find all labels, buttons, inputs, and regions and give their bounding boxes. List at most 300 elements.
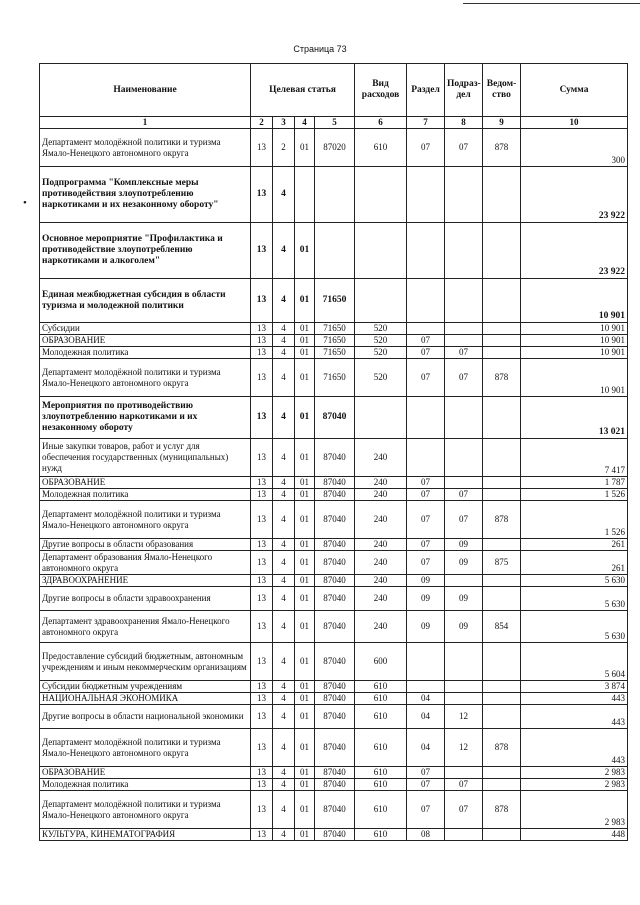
row-name: Единая межбюджетная субсидия в области туризма и молодежной политики	[40, 279, 251, 323]
row-code-3: 4	[273, 779, 295, 791]
table-row	[40, 587, 628, 611]
col-num: 5	[315, 117, 355, 129]
row-code-2: 13	[251, 477, 273, 489]
row-subsection: 09	[445, 551, 483, 575]
row-amount: 10 901	[521, 359, 628, 397]
table-row	[40, 693, 628, 705]
row-amount: 3 874	[521, 681, 628, 693]
table-row	[40, 729, 628, 767]
row-code-4: 01	[295, 539, 315, 551]
row-name: НАЦИОНАЛЬНАЯ ЭКОНОМИКА	[40, 693, 251, 705]
row-department: 878	[483, 359, 521, 397]
row-department: 878	[483, 791, 521, 829]
row-expense-type	[355, 397, 407, 439]
row-department	[483, 779, 521, 791]
row-department	[483, 477, 521, 489]
col-num: 8	[445, 117, 483, 129]
row-section: 07	[407, 501, 445, 539]
row-department	[483, 693, 521, 705]
row-subsection	[445, 767, 483, 779]
row-code-2: 13	[251, 129, 273, 167]
row-code-5: 87040	[315, 539, 355, 551]
row-name: Предоставление субсидий бюджетным, автономным учреждениям и иным некоммерческим организациям	[40, 643, 251, 681]
row-name: Департамент молодёжной политики и туризма Ямало-Ненецкого автономного округа	[40, 791, 251, 829]
row-name: Субсидии	[40, 323, 251, 335]
row-department	[483, 167, 521, 223]
row-code-2: 13	[251, 551, 273, 575]
row-code-5: 71650	[315, 359, 355, 397]
row-subsection	[445, 335, 483, 347]
row-code-4: 01	[295, 223, 315, 279]
row-code-2: 13	[251, 705, 273, 729]
row-expense-type: 610	[355, 791, 407, 829]
row-name: Основное мероприятие "Профилактика и противодействие злоупотреблению наркотиками и алкоголем"	[40, 223, 251, 279]
row-amount: 5 604	[521, 643, 628, 681]
row-code-5: 87040	[315, 791, 355, 829]
row-code-4: 01	[295, 347, 315, 359]
row-code-3: 4	[273, 791, 295, 829]
row-code-3: 4	[273, 477, 295, 489]
row-subsection: 07	[445, 359, 483, 397]
row-code-3: 2	[273, 129, 295, 167]
table-row	[40, 397, 628, 439]
row-subsection: 07	[445, 347, 483, 359]
row-subsection	[445, 439, 483, 477]
row-expense-type: 520	[355, 323, 407, 335]
table-row	[40, 551, 628, 575]
row-code-2: 13	[251, 397, 273, 439]
row-code-5: 87040	[315, 575, 355, 587]
table-row	[40, 439, 628, 477]
row-code-2: 13	[251, 779, 273, 791]
row-expense-type: 610	[355, 693, 407, 705]
row-expense-type: 610	[355, 705, 407, 729]
row-department	[483, 439, 521, 477]
row-department: 878	[483, 729, 521, 767]
row-code-4: 01	[295, 323, 315, 335]
row-subsection: 09	[445, 539, 483, 551]
row-code-3: 4	[273, 587, 295, 611]
row-code-3: 4	[273, 767, 295, 779]
row-name: Мероприятия по противодействию злоупотреблению наркотиками и их незаконному обороту	[40, 397, 251, 439]
row-code-5: 87040	[315, 587, 355, 611]
col-num: 2	[251, 117, 273, 129]
row-code-5: 87040	[315, 397, 355, 439]
row-code-3: 4	[273, 489, 295, 501]
row-expense-type: 240	[355, 489, 407, 501]
header-section: Раздел	[407, 64, 445, 117]
table-row	[40, 477, 628, 489]
row-section: 08	[407, 829, 445, 841]
row-code-3: 4	[273, 223, 295, 279]
row-expense-type: 610	[355, 729, 407, 767]
row-code-5: 71650	[315, 335, 355, 347]
row-expense-type: 610	[355, 829, 407, 841]
row-subsection	[445, 223, 483, 279]
row-code-5: 87040	[315, 705, 355, 729]
row-amount: 10 901	[521, 323, 628, 335]
row-code-5: 87040	[315, 829, 355, 841]
row-amount: 13 021	[521, 397, 628, 439]
row-expense-type	[355, 167, 407, 223]
row-code-5: 87040	[315, 611, 355, 643]
row-section: 07	[407, 767, 445, 779]
row-name: Другие вопросы в области здравоохранения	[40, 587, 251, 611]
table-row	[40, 791, 628, 829]
row-subsection	[445, 477, 483, 489]
table-row	[40, 323, 628, 335]
row-amount: 5 630	[521, 587, 628, 611]
row-expense-type	[355, 223, 407, 279]
row-section	[407, 167, 445, 223]
row-code-2: 13	[251, 829, 273, 841]
row-name: Молодежная политика	[40, 779, 251, 791]
row-code-4: 01	[295, 551, 315, 575]
row-expense-type: 240	[355, 539, 407, 551]
row-subsection: 09	[445, 611, 483, 643]
row-subsection: 07	[445, 779, 483, 791]
row-code-4: 01	[295, 643, 315, 681]
col-num: 7	[407, 117, 445, 129]
row-name: Иные закупки товаров, работ и услуг для обеспечения государственных (муниципальных) нужд	[40, 439, 251, 477]
row-code-2: 13	[251, 681, 273, 693]
row-expense-type: 240	[355, 439, 407, 477]
row-code-2: 13	[251, 791, 273, 829]
row-subsection: 12	[445, 705, 483, 729]
row-department: 878	[483, 129, 521, 167]
row-amount: 1 526	[521, 489, 628, 501]
row-name: Департамент молодёжной политики и туризма Ямало-Ненецкого автономного округа	[40, 729, 251, 767]
row-code-2: 13	[251, 223, 273, 279]
row-code-5: 87040	[315, 439, 355, 477]
table-row	[40, 501, 628, 539]
row-department	[483, 223, 521, 279]
row-department	[483, 587, 521, 611]
row-expense-type: 520	[355, 335, 407, 347]
row-code-3: 4	[273, 279, 295, 323]
row-amount: 2 983	[521, 767, 628, 779]
row-section: 07	[407, 335, 445, 347]
row-amount: 23 922	[521, 167, 628, 223]
row-section: 07	[407, 359, 445, 397]
row-code-3: 4	[273, 693, 295, 705]
row-subsection	[445, 829, 483, 841]
row-name: Другие вопросы в области национальной экономики	[40, 705, 251, 729]
row-code-5: 71650	[315, 279, 355, 323]
row-code-3: 4	[273, 359, 295, 397]
row-code-4: 01	[295, 693, 315, 705]
row-name: Департамент здравоохранения Ямало-Ненецкого автономного округа	[40, 611, 251, 643]
row-expense-type: 240	[355, 575, 407, 587]
row-amount: 1 526	[521, 501, 628, 539]
row-code-5: 87040	[315, 501, 355, 539]
table-row	[40, 767, 628, 779]
row-name: Департамент образования Ямало-Ненецкого автономного округа	[40, 551, 251, 575]
row-code-2: 13	[251, 359, 273, 397]
row-section	[407, 397, 445, 439]
row-code-3: 4	[273, 501, 295, 539]
row-code-5: 87040	[315, 477, 355, 489]
row-expense-type: 240	[355, 551, 407, 575]
row-code-4: 01	[295, 779, 315, 791]
row-department	[483, 397, 521, 439]
row-subsection	[445, 167, 483, 223]
row-expense-type: 610	[355, 779, 407, 791]
row-amount: 10 901	[521, 347, 628, 359]
row-code-5: 87040	[315, 693, 355, 705]
row-code-5: 87040	[315, 729, 355, 767]
table-row	[40, 643, 628, 681]
row-code-2: 13	[251, 539, 273, 551]
row-code-4: 01	[295, 829, 315, 841]
table-row	[40, 359, 628, 397]
row-department	[483, 767, 521, 779]
row-code-4: 01	[295, 681, 315, 693]
row-code-4	[295, 167, 315, 223]
row-code-2: 13	[251, 767, 273, 779]
row-department	[483, 643, 521, 681]
row-code-4: 01	[295, 705, 315, 729]
row-section	[407, 439, 445, 477]
row-department	[483, 681, 521, 693]
row-expense-type: 240	[355, 477, 407, 489]
row-amount: 300	[521, 129, 628, 167]
row-name: КУЛЬТУРА, КИНЕМАТОГРАФИЯ	[40, 829, 251, 841]
row-code-4: 01	[295, 397, 315, 439]
row-department	[483, 705, 521, 729]
row-code-5: 87040	[315, 779, 355, 791]
row-code-4: 01	[295, 129, 315, 167]
row-subsection: 12	[445, 729, 483, 767]
row-code-3: 4	[273, 705, 295, 729]
row-code-3: 4	[273, 575, 295, 587]
row-name: Молодежная политика	[40, 489, 251, 501]
row-amount: 448	[521, 829, 628, 841]
row-code-4: 01	[295, 729, 315, 767]
row-code-4: 01	[295, 477, 315, 489]
row-code-2: 13	[251, 347, 273, 359]
row-code-3: 4	[273, 335, 295, 347]
row-amount: 443	[521, 729, 628, 767]
row-expense-type: 600	[355, 643, 407, 681]
row-amount: 443	[521, 705, 628, 729]
row-amount: 10 901	[521, 279, 628, 323]
row-section	[407, 643, 445, 681]
column-number-row	[40, 117, 628, 129]
row-amount: 7 417	[521, 439, 628, 477]
row-code-3: 4	[273, 681, 295, 693]
table-row	[40, 779, 628, 791]
row-department	[483, 829, 521, 841]
row-section: 04	[407, 693, 445, 705]
row-code-5: 71650	[315, 323, 355, 335]
row-department: 878	[483, 501, 521, 539]
header-name: Наименование	[40, 64, 251, 117]
col-num: 4	[295, 117, 315, 129]
row-name: Департамент молодёжной политики и туризма Ямало-Ненецкого автономного округа	[40, 359, 251, 397]
row-code-2: 13	[251, 439, 273, 477]
row-amount: 5 630	[521, 611, 628, 643]
row-department	[483, 279, 521, 323]
table-row	[40, 611, 628, 643]
row-name: Департамент молодёжной политики и туризма Ямало-Ненецкого автономного округа	[40, 129, 251, 167]
row-code-5: 71650	[315, 347, 355, 359]
row-expense-type: 610	[355, 767, 407, 779]
row-department	[483, 489, 521, 501]
row-section: 07	[407, 779, 445, 791]
row-subsection: 09	[445, 587, 483, 611]
row-expense-type: 520	[355, 359, 407, 397]
row-name: ОБРАЗОВАНИЕ	[40, 477, 251, 489]
row-code-5: 87020	[315, 129, 355, 167]
row-code-5: 87040	[315, 551, 355, 575]
table-row	[40, 575, 628, 587]
table-row	[40, 335, 628, 347]
row-section	[407, 681, 445, 693]
row-name: Подпрограмма "Комплексные меры противодействия злоупотреблению наркотиками и их незаконному обороту"	[40, 167, 251, 223]
row-department: 875	[483, 551, 521, 575]
table-body	[40, 129, 628, 841]
row-code-5: 87040	[315, 643, 355, 681]
row-amount: 1 787	[521, 477, 628, 489]
row-code-4: 01	[295, 279, 315, 323]
budget-table	[39, 63, 628, 841]
table-row	[40, 705, 628, 729]
row-amount: 2 983	[521, 779, 628, 791]
row-amount: 23 922	[521, 223, 628, 279]
table-row	[40, 539, 628, 551]
row-code-3: 4	[273, 551, 295, 575]
row-code-5	[315, 223, 355, 279]
table-row	[40, 279, 628, 323]
row-expense-type: 610	[355, 129, 407, 167]
row-name: Другие вопросы в области образования	[40, 539, 251, 551]
row-subsection	[445, 643, 483, 681]
row-subsection	[445, 693, 483, 705]
row-subsection: 07	[445, 129, 483, 167]
row-code-2: 13	[251, 501, 273, 539]
row-code-3: 4	[273, 829, 295, 841]
row-subsection	[445, 279, 483, 323]
row-expense-type: 240	[355, 611, 407, 643]
row-code-5	[315, 167, 355, 223]
row-amount: 443	[521, 693, 628, 705]
row-section	[407, 323, 445, 335]
row-section: 07	[407, 129, 445, 167]
row-amount: 261	[521, 539, 628, 551]
row-code-2: 13	[251, 693, 273, 705]
row-name: Субсидии бюджетным учреждениям	[40, 681, 251, 693]
top-rule	[463, 0, 640, 4]
row-department	[483, 323, 521, 335]
col-num: 9	[483, 117, 521, 129]
row-subsection: 07	[445, 489, 483, 501]
col-num: 6	[355, 117, 407, 129]
row-subsection	[445, 323, 483, 335]
row-code-2: 13	[251, 729, 273, 767]
row-code-3: 4	[273, 611, 295, 643]
row-code-5: 87040	[315, 489, 355, 501]
row-section: 09	[407, 575, 445, 587]
row-section: 04	[407, 729, 445, 767]
row-code-3: 4	[273, 539, 295, 551]
row-code-4: 01	[295, 335, 315, 347]
row-code-4: 01	[295, 359, 315, 397]
row-code-4: 01	[295, 489, 315, 501]
row-section: 07	[407, 489, 445, 501]
side-mark: •	[23, 197, 27, 209]
row-code-3: 4	[273, 729, 295, 767]
row-subsection	[445, 681, 483, 693]
row-code-4: 01	[295, 587, 315, 611]
row-code-2: 13	[251, 335, 273, 347]
row-section	[407, 223, 445, 279]
row-section: 07	[407, 539, 445, 551]
table-row	[40, 829, 628, 841]
row-department	[483, 575, 521, 587]
row-code-5: 87040	[315, 681, 355, 693]
row-code-4: 01	[295, 575, 315, 587]
header-department: Ведом-ство	[483, 64, 521, 117]
col-num: 1	[40, 117, 251, 129]
row-expense-type: 610	[355, 681, 407, 693]
page-label: Страница 73	[293, 44, 347, 54]
row-code-3: 4	[273, 643, 295, 681]
row-section: 09	[407, 611, 445, 643]
row-code-3: 4	[273, 397, 295, 439]
row-subsection: 07	[445, 791, 483, 829]
row-code-4: 01	[295, 501, 315, 539]
row-section: 07	[407, 791, 445, 829]
row-code-3: 4	[273, 323, 295, 335]
row-section: 07	[407, 477, 445, 489]
header-amount: Сумма	[521, 64, 628, 117]
row-code-3: 4	[273, 167, 295, 223]
row-code-2: 13	[251, 167, 273, 223]
row-code-4: 01	[295, 767, 315, 779]
table-row	[40, 167, 628, 223]
row-department	[483, 347, 521, 359]
row-subsection	[445, 575, 483, 587]
row-section: 04	[407, 705, 445, 729]
row-section: 09	[407, 587, 445, 611]
row-name: ОБРАЗОВАНИЕ	[40, 767, 251, 779]
table-row	[40, 489, 628, 501]
row-amount: 261	[521, 551, 628, 575]
row-subsection	[445, 397, 483, 439]
row-section: 07	[407, 551, 445, 575]
row-expense-type	[355, 279, 407, 323]
row-name: ОБРАЗОВАНИЕ	[40, 335, 251, 347]
row-code-4: 01	[295, 791, 315, 829]
row-code-2: 13	[251, 587, 273, 611]
row-name: Департамент молодёжной политики и туризма Ямало-Ненецкого автономного округа	[40, 501, 251, 539]
row-code-3: 4	[273, 439, 295, 477]
row-department: 854	[483, 611, 521, 643]
row-name: ЗДРАВООХРАНЕНИЕ	[40, 575, 251, 587]
table-row	[40, 223, 628, 279]
row-amount: 10 901	[521, 335, 628, 347]
table-row	[40, 347, 628, 359]
row-code-2: 13	[251, 489, 273, 501]
row-code-2: 13	[251, 575, 273, 587]
row-department	[483, 335, 521, 347]
row-code-2: 13	[251, 279, 273, 323]
header-subsection: Подраз-дел	[445, 64, 483, 117]
row-code-3: 4	[273, 347, 295, 359]
row-amount: 2 983	[521, 791, 628, 829]
row-name: Молодежная политика	[40, 347, 251, 359]
